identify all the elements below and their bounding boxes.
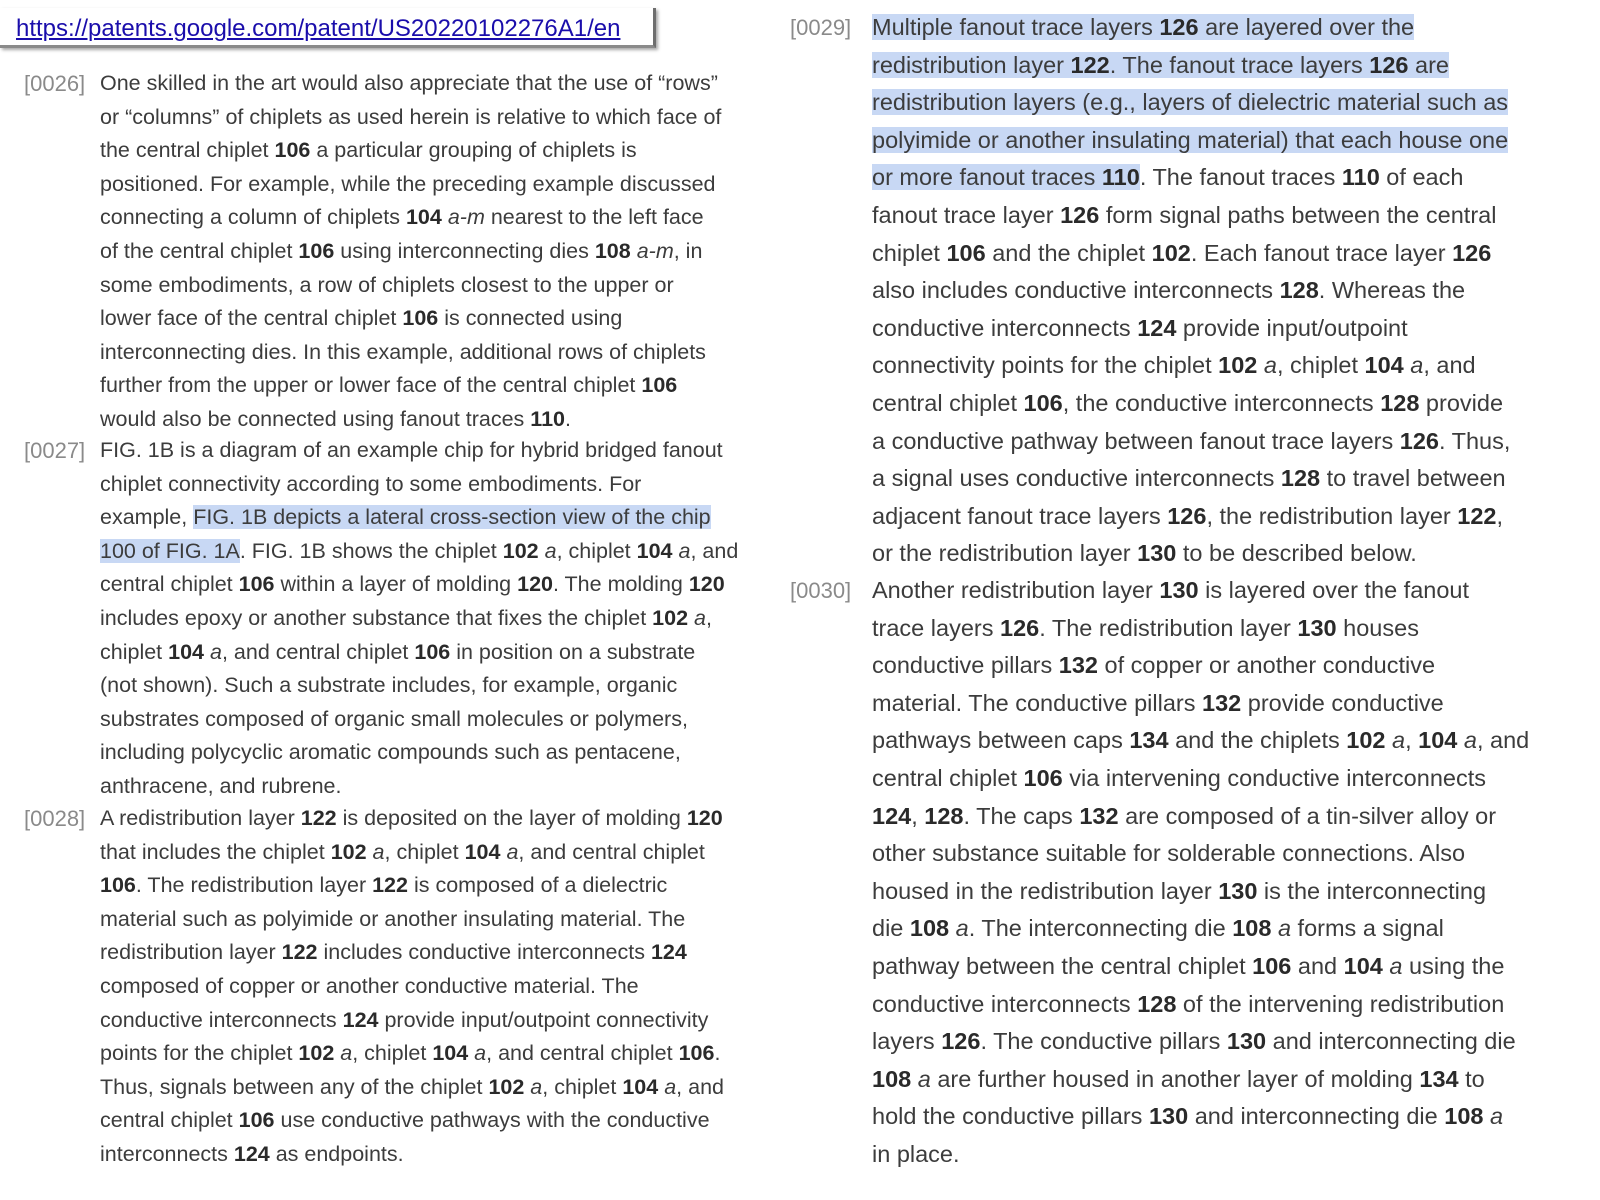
text-line: [100, 770, 738, 804]
reference-numeral: 106: [274, 138, 311, 163]
text-segment: a: [917, 1065, 931, 1092]
text-line: [100, 369, 721, 403]
reference-numeral: 106: [298, 238, 335, 263]
text-segment: material such as polyimide or another insulating material. The: [100, 906, 686, 931]
highlighted-text: . The fanout trace layers: [1109, 51, 1370, 78]
text-segment: provide input/outpoint connectivity: [378, 1007, 709, 1032]
reference-numeral: 106: [641, 373, 678, 398]
text-line: [100, 468, 738, 502]
text-line: [100, 235, 721, 269]
text-segment: ,: [706, 605, 712, 630]
text-segment: a: [372, 839, 385, 864]
reference-numeral: 120: [686, 806, 723, 830]
text-segment: is connected using: [438, 306, 623, 331]
text-segment: ,: [1405, 727, 1419, 754]
text-line: [100, 134, 721, 168]
text-line: [872, 1061, 1529, 1099]
paragraph-number: [0029]: [790, 15, 852, 40]
text-line: [100, 568, 738, 602]
text-segment: provide conductive: [1241, 689, 1444, 716]
reference-numeral: 110: [1341, 164, 1380, 191]
reference-numeral: 124: [342, 1007, 379, 1032]
text-segment: .: [714, 1041, 721, 1066]
reference-numeral: 104: [432, 1041, 469, 1066]
text-line: [872, 572, 1529, 610]
highlighted-text: are layered over the: [1198, 14, 1415, 40]
text-segment: are further housed in another layer of molding: [930, 1065, 1420, 1092]
text-segment: , and: [676, 1074, 724, 1099]
text-line: [100, 101, 721, 135]
text-segment: using interconnecting dies: [334, 238, 595, 263]
text-segment: . The fanout traces: [1139, 164, 1342, 191]
reference-numeral: 108: [872, 1065, 912, 1092]
text-segment: , chiplet: [556, 538, 637, 563]
reference-numeral: 106: [414, 639, 451, 664]
text-line: [872, 948, 1529, 986]
text-segment: the central chiplet: [100, 138, 275, 163]
text-line: [872, 9, 1510, 47]
text-segment: ,: [911, 802, 925, 829]
text-segment: trace layers: [872, 614, 1000, 641]
text-segment: a: [1263, 352, 1277, 379]
text-segment: a signal uses conductive interconnects: [872, 465, 1281, 492]
text-segment: material. The conductive pillars: [872, 689, 1203, 716]
text-segment: of each: [1379, 164, 1464, 191]
text-segment: substrates composed of organic small molecules or polymers,: [100, 706, 688, 731]
reference-numeral: 126: [1399, 427, 1439, 454]
text-line: [100, 669, 738, 703]
text-segment: that includes the chiplet: [100, 839, 331, 864]
text-line: [100, 269, 721, 303]
reference-numeral: 126: [1167, 502, 1207, 529]
reference-numeral: 128: [1280, 465, 1321, 492]
reference-numeral: 120: [517, 572, 553, 597]
reference-numeral: 102: [1151, 239, 1191, 266]
reference-numeral: 106: [1252, 952, 1292, 979]
text-segment: and the chiplets: [1168, 727, 1347, 754]
text-segment: central chiplet: [872, 389, 1024, 416]
text-segment: central chiplet: [100, 572, 239, 597]
text-line: [100, 302, 721, 336]
text-segment: interconnecting dies. In this example, additional rows of chiplets: [100, 339, 706, 364]
reference-numeral: 128: [1137, 990, 1177, 1017]
text-segment: a: [1389, 952, 1403, 979]
text-segment: provide: [1419, 389, 1504, 416]
text-segment: . Thus,: [1438, 427, 1511, 454]
text-line: [100, 501, 738, 535]
text-segment: is composed of a dielectric: [407, 873, 668, 898]
text-segment: a: [955, 915, 969, 942]
paragraph-number: [0030]: [790, 578, 852, 603]
text-segment: , chiplet: [542, 1074, 623, 1099]
text-segment: a conductive pathway between fanout trace layers: [872, 427, 1400, 454]
text-segment: a: [1392, 727, 1406, 754]
highlighted-text: Multiple fanout trace layers: [872, 14, 1160, 40]
text-segment: or “columns” of chiplets as used herein is relative to which face of: [100, 104, 722, 129]
text-segment: (not shown). Such a substrate includes, for example, organic: [100, 673, 678, 698]
text-segment: , and central chiplet: [486, 1041, 679, 1066]
reference-numeral: 134: [1419, 1065, 1459, 1092]
text-line: [872, 423, 1510, 461]
text-segment: and the chiplet: [985, 239, 1152, 266]
text-segment: use conductive pathways with the conductive: [274, 1108, 710, 1133]
text-segment: . Whereas the: [1318, 277, 1466, 304]
text-line: [872, 1098, 1529, 1136]
text-line: [100, 836, 724, 870]
text-segment: is layered over the fanout: [1198, 577, 1470, 603]
text-segment: housed in the redistribution layer: [872, 877, 1219, 904]
reference-numeral: 132: [1079, 802, 1119, 829]
text-segment: a: [474, 1041, 487, 1066]
text-segment: chiplet connectivity according to some embodiments. For: [100, 471, 642, 496]
text-line: [100, 636, 738, 670]
paragraph-number: [0028]: [24, 806, 86, 831]
text-segment: . The caps: [963, 802, 1080, 829]
text-line: [872, 760, 1529, 798]
text-line: [100, 1138, 724, 1172]
reference-numeral: 130: [1297, 614, 1337, 641]
reference-numeral: 130: [1159, 577, 1199, 603]
reference-numeral: 134: [1129, 727, 1169, 754]
text-segment: hold the conductive pillars: [872, 1103, 1149, 1130]
text-segment: a: [340, 1041, 353, 1066]
text-line: [872, 685, 1529, 723]
reference-numeral: 108: [594, 238, 631, 263]
text-line: [100, 703, 738, 737]
text-segment: , and: [690, 538, 739, 563]
reference-numeral: 128: [1279, 277, 1319, 304]
reference-numeral: 124: [233, 1141, 270, 1166]
reference-numeral: 126: [941, 1028, 981, 1055]
text-segment: . The interconnecting die: [968, 915, 1233, 942]
text-line: [872, 798, 1529, 836]
text-segment: . The redistribution layer: [1039, 614, 1298, 641]
text-segment: connectivity points for the chiplet: [872, 352, 1219, 379]
text-segment: a-m: [636, 238, 674, 263]
text-segment: ,: [1496, 502, 1503, 529]
reference-numeral: 102: [1218, 352, 1258, 379]
reference-numeral: 122: [1070, 51, 1110, 78]
reference-numeral: 110: [530, 406, 565, 431]
text-segment: a: [678, 538, 691, 563]
text-segment: forms a signal: [1291, 915, 1444, 942]
reference-numeral: 122: [300, 806, 337, 830]
text-segment: , in: [673, 238, 703, 263]
text-line: [872, 84, 1510, 122]
text-segment: positioned. For example, while the preceding example discussed: [100, 171, 716, 196]
text-segment: a particular grouping of chiplets is: [310, 138, 637, 163]
text-segment: . Each fanout trace layer: [1190, 239, 1453, 266]
text-line: [100, 802, 724, 836]
reference-numeral: 128: [1380, 389, 1420, 416]
text-segment: nearest to the left face: [484, 205, 704, 230]
reference-numeral: 106: [1023, 389, 1063, 416]
text-line: [100, 1004, 724, 1038]
text-segment: Another redistribution layer: [872, 577, 1160, 603]
text-segment: form signal paths between the central: [1099, 201, 1497, 228]
text-segment: including polycyclic aromatic compounds such as pentacene,: [100, 740, 681, 765]
text-segment: a: [209, 639, 222, 664]
paragraph-number: [0027]: [24, 438, 86, 463]
text-segment: central chiplet: [100, 1108, 239, 1133]
reference-numeral: 126: [1452, 239, 1492, 266]
reference-numeral: 122: [281, 940, 318, 965]
text-segment: further from the upper or lower face of the central chiplet: [100, 373, 642, 398]
reference-numeral: 132: [1202, 689, 1242, 716]
reference-numeral: 106: [402, 306, 439, 331]
text-line: [872, 347, 1510, 385]
text-segment: a: [506, 839, 519, 864]
text-segment: . The molding: [552, 572, 689, 597]
reference-numeral: 102: [330, 839, 367, 864]
text-segment: is deposited on the layer of molding: [336, 806, 687, 830]
text-segment: . The redistribution layer: [135, 873, 373, 898]
text-segment: and interconnecting die: [1188, 1103, 1445, 1130]
text-segment: Thus, signals between any of the chiplet: [100, 1074, 489, 1099]
text-line: [872, 1136, 1529, 1174]
text-segment: chiplet: [100, 639, 169, 664]
text-line: [872, 647, 1529, 685]
text-segment: , chiplet: [384, 839, 465, 864]
reference-numeral: 104: [464, 839, 501, 864]
text-line: [100, 535, 738, 569]
reference-numeral: 102: [502, 538, 539, 563]
text-line: [100, 736, 738, 770]
text-segment: , and central chiplet: [518, 839, 705, 864]
text-line: [872, 835, 1529, 873]
reference-numeral: 104: [622, 1074, 659, 1099]
text-segment: conductive interconnects: [872, 314, 1138, 341]
text-segment: provide input/outpoint: [1176, 314, 1408, 341]
text-segment: some embodiments, a row of chiplets closest to the upper or: [100, 272, 674, 297]
text-segment: , chiplet: [1276, 352, 1365, 379]
text-segment: . The conductive pillars: [980, 1028, 1227, 1055]
text-line: [872, 722, 1529, 760]
text-line: [872, 197, 1510, 235]
reference-numeral: 132: [1058, 652, 1099, 679]
text-segment: layers: [872, 1028, 942, 1055]
text-segment: , chiplet: [352, 1041, 433, 1066]
reference-numeral: 106: [678, 1041, 715, 1066]
reference-numeral: 130: [1148, 1103, 1189, 1130]
text-segment: is the interconnecting: [1257, 877, 1487, 904]
text-line: [100, 336, 721, 370]
text-segment: to be described below.: [1176, 540, 1417, 567]
text-segment: central chiplet: [872, 764, 1024, 791]
text-segment: chiplet: [872, 239, 947, 266]
text-line: [100, 1104, 724, 1138]
text-segment: a: [1410, 352, 1424, 379]
text-segment: composed of copper or another conductive material. The: [100, 973, 639, 998]
reference-numeral: 128: [924, 802, 964, 829]
reference-numeral: 102: [298, 1041, 335, 1066]
text-segment: conductive interconnects: [872, 990, 1138, 1017]
text-line: [100, 869, 724, 903]
reference-numeral: 126: [1000, 614, 1040, 641]
text-line: [872, 535, 1510, 573]
highlighted-text: redistribution layer: [872, 51, 1071, 78]
text-segment: lower face of the central chiplet: [100, 306, 403, 331]
text-segment: a: [694, 605, 706, 630]
text-segment: and interconnecting die: [1266, 1028, 1516, 1055]
text-line: [872, 122, 1510, 160]
text-line: [872, 910, 1529, 948]
text-line: [100, 434, 738, 468]
reference-numeral: 102: [652, 605, 689, 630]
reference-numeral: 104: [405, 205, 442, 230]
text-segment: example,: [100, 505, 194, 530]
reference-numeral: 106: [238, 572, 275, 597]
text-line: [100, 1071, 724, 1105]
reference-numeral: 110: [1101, 164, 1140, 191]
reference-numeral: 106: [946, 239, 986, 266]
reference-numeral: 106: [1023, 764, 1063, 791]
reference-numeral: 104: [1364, 352, 1404, 379]
text-segment: a: [530, 1074, 543, 1099]
text-segment: pathways between caps: [872, 727, 1130, 754]
reference-numeral: 130: [1218, 877, 1258, 904]
text-segment: would also be connected using fanout traces: [100, 406, 531, 431]
reference-numeral: 108: [1444, 1103, 1484, 1130]
text-line: [872, 385, 1510, 423]
text-segment: conductive interconnects: [100, 1007, 343, 1032]
text-segment: pathway between the central chiplet: [872, 952, 1253, 979]
highlighted-text: FIG. 1B depicts a lateral cross-section view of the chip: [193, 505, 711, 530]
text-segment: in place.: [872, 1140, 960, 1167]
reference-numeral: 104: [1343, 952, 1383, 979]
text-segment: of copper or another conductive: [1098, 652, 1436, 679]
text-line: [872, 159, 1510, 197]
text-line: [100, 970, 724, 1004]
text-line: [872, 235, 1510, 273]
text-segment: anthracene, and rubrene.: [100, 773, 342, 798]
text-line: [872, 1023, 1529, 1061]
text-segment: fanout trace layer: [872, 201, 1061, 228]
text-segment: to travel between: [1320, 465, 1506, 492]
reference-numeral: 130: [1226, 1028, 1267, 1055]
highlighted-text: redistribution layers (e.g., layers of dielectric material such as: [872, 89, 1509, 116]
text-segment: are composed of a tin-silver alloy or: [1118, 802, 1497, 829]
text-line: [872, 272, 1510, 310]
reference-numeral: 104: [168, 639, 204, 664]
text-line: [100, 403, 721, 437]
reference-numeral: 108: [1232, 915, 1272, 942]
text-segment: a: [664, 1074, 677, 1099]
url-box: [0, 8, 656, 48]
reference-numeral: 102: [488, 1074, 525, 1099]
text-segment: redistribution layer: [100, 940, 282, 965]
text-segment: includes epoxy or another substance that fixes the chiplet: [100, 605, 653, 630]
text-segment: within a layer of molding: [274, 572, 518, 597]
reference-numeral: 106: [238, 1108, 275, 1133]
text-line: [100, 602, 738, 636]
reference-numeral: 126: [1369, 51, 1409, 78]
text-segment: die: [872, 915, 910, 942]
text-segment: of the central chiplet: [100, 238, 299, 263]
text-segment: adjacent fanout trace layers: [872, 502, 1168, 529]
reference-numeral: 104: [1418, 727, 1458, 754]
text-line: [100, 936, 724, 970]
text-line: [872, 460, 1510, 498]
text-segment: to: [1458, 1065, 1485, 1092]
text-segment: connecting a column of chiplets: [100, 205, 406, 230]
text-segment: a: [1277, 915, 1292, 942]
text-line: [100, 201, 721, 235]
text-segment: houses: [1336, 614, 1419, 641]
reference-numeral: 124: [1137, 314, 1177, 341]
reference-numeral: 124: [872, 802, 912, 829]
text-line: [100, 1037, 724, 1071]
highlighted-text: polyimide or another insulating material) that each house one: [872, 126, 1509, 153]
text-segment: FIG. 1B is a diagram of an example chip for hybrid bridged fanout: [100, 438, 723, 462]
highlighted-text: 100 of FIG. 1A: [100, 538, 240, 563]
reference-numeral: 126: [1159, 14, 1199, 40]
text-segment: , and: [1423, 352, 1476, 379]
text-segment: interconnects: [100, 1141, 234, 1166]
text-segment: .: [564, 406, 571, 431]
text-line: [872, 873, 1529, 911]
text-segment: conductive pillars: [872, 652, 1059, 679]
patent-url-link[interactable]: https://patents.google.com/patent/US20220102276A1/en: [16, 15, 621, 42]
text-segment: also includes conductive interconnects: [872, 277, 1280, 304]
text-segment: or the redistribution layer: [872, 540, 1138, 567]
reference-numeral: 126: [1060, 201, 1100, 228]
text-line: [100, 903, 724, 937]
text-segment: a-m: [447, 205, 485, 230]
reference-numeral: 124: [650, 940, 687, 965]
text-line: [872, 498, 1510, 536]
text-segment: other substance suitable for solderable connections. Also: [872, 840, 1466, 867]
text-segment: . FIG. 1B shows the chiplet: [239, 538, 503, 563]
reference-numeral: 120: [688, 572, 725, 597]
text-segment: as endpoints.: [269, 1141, 404, 1166]
text-segment: and: [1291, 952, 1344, 979]
reference-numeral: 130: [1137, 540, 1177, 567]
paragraph-number: [0026]: [24, 71, 86, 96]
text-segment: , and central chiplet: [221, 639, 415, 664]
text-segment: , the conductive interconnects: [1062, 389, 1381, 416]
text-segment: using the: [1402, 952, 1505, 979]
text-line: [100, 67, 721, 101]
text-segment: a: [1490, 1103, 1504, 1130]
text-segment: of the intervening redistribution: [1176, 990, 1505, 1017]
highlighted-text: or more fanout traces: [872, 164, 1102, 191]
text-line: [872, 47, 1510, 85]
text-segment: in position on a substrate: [450, 639, 696, 664]
text-line: [872, 310, 1510, 348]
text-segment: , the redistribution layer: [1206, 502, 1458, 529]
text-line: [872, 610, 1529, 648]
text-line: [872, 986, 1529, 1024]
reference-numeral: 108: [909, 915, 950, 942]
text-segment: , and: [1476, 727, 1530, 754]
text-segment: One skilled in the art would also appreciate that the use of “rows”: [100, 71, 718, 95]
text-line: [100, 168, 721, 202]
text-segment: A redistribution layer: [100, 806, 301, 830]
text-segment: via intervening conductive interconnects: [1062, 764, 1486, 791]
reference-numeral: 122: [1457, 502, 1497, 529]
text-segment: includes conductive interconnects: [317, 940, 651, 965]
text-segment: a: [1463, 727, 1477, 754]
reference-numeral: 102: [1346, 727, 1386, 754]
text-segment: points for the chiplet: [100, 1041, 299, 1066]
reference-numeral: 122: [372, 873, 408, 898]
reference-numeral: 104: [636, 538, 673, 563]
highlighted-text: are: [1408, 51, 1449, 78]
reference-numeral: 106: [100, 873, 136, 898]
text-segment: a: [544, 538, 557, 563]
